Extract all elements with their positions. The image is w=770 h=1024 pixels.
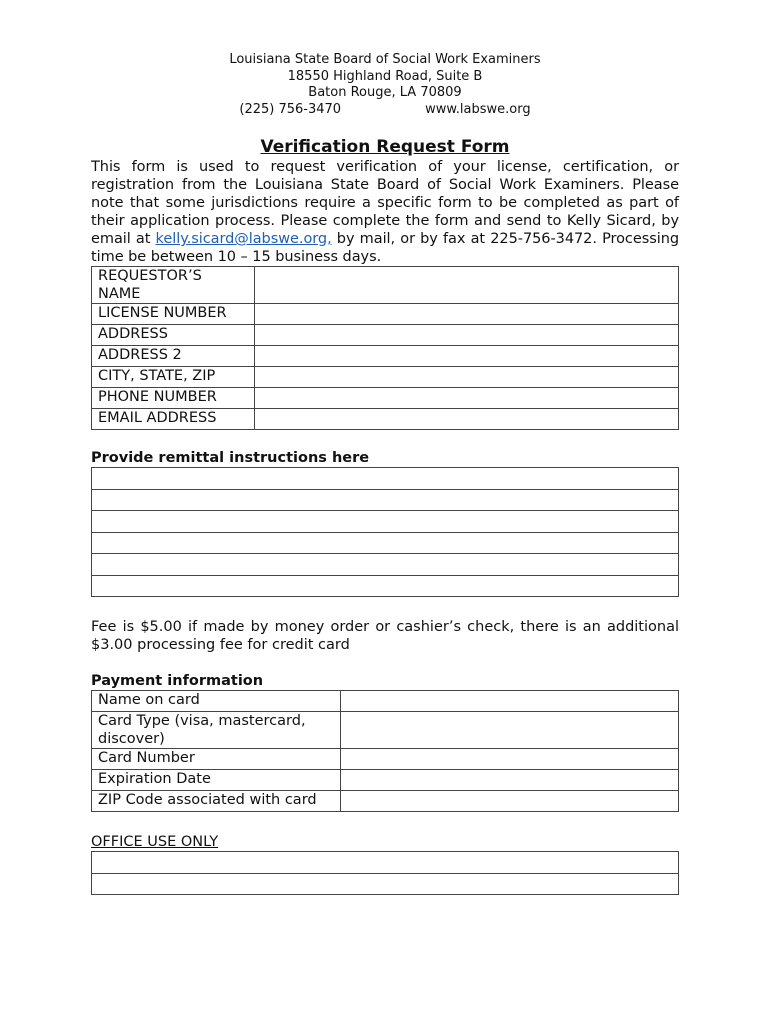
phone-number: (225) 756-3470: [239, 101, 342, 117]
field-label: REQUESTOR’S NAME: [92, 267, 255, 304]
remittal-line-2[interactable]: [92, 489, 679, 511]
address-2-field[interactable]: [255, 346, 679, 367]
field-label: PHONE NUMBER: [92, 388, 255, 409]
email-link[interactable]: kelly.sicard@labswe.org,: [155, 231, 332, 247]
address-field[interactable]: [255, 325, 679, 346]
table-row: [92, 346, 679, 367]
table-row: [92, 367, 679, 388]
card-type-field[interactable]: [341, 712, 679, 749]
form-page: [91, 52, 679, 895]
office-use-table: [91, 851, 679, 895]
remittal-line-1[interactable]: [92, 468, 679, 490]
field-label: EMAIL ADDRESS: [92, 409, 255, 430]
table-row: [92, 749, 679, 770]
remittal-line-4[interactable]: [92, 532, 679, 554]
remittal-line-5[interactable]: [92, 554, 679, 576]
payment-title: Payment information: [91, 673, 264, 689]
table-row: [92, 554, 679, 576]
card-number-field[interactable]: [341, 749, 679, 770]
table-row: [92, 304, 679, 325]
table-row: [92, 489, 679, 511]
intro-text-1: This form is used to request verification of your license, certification, or registration from the Louisiana State Board of Social Work Examiners. Please note that some jurisdictions require a specific form to be completed as part of their application process. Please complete the form and send to Kelly Sicard, by email at: [91, 159, 679, 247]
office-line-2[interactable]: [92, 873, 679, 895]
payment-table: [91, 690, 679, 812]
remittal-title: Provide remittal instructions here: [91, 450, 370, 466]
field-label: Name on card: [92, 691, 341, 712]
form-title: Verification Request Form: [260, 137, 510, 157]
requestor-name-field[interactable]: [255, 267, 679, 304]
phone-number-field[interactable]: [255, 388, 679, 409]
city-state-zip-field[interactable]: [255, 367, 679, 388]
table-row: [92, 511, 679, 533]
intro-paragraph: [91, 158, 679, 266]
table-row: [92, 712, 679, 749]
field-label: Card Number: [92, 749, 341, 770]
requestor-table: [91, 266, 679, 430]
table-row: [92, 852, 679, 874]
table-row: [92, 691, 679, 712]
street-address: 18550 Highland Road, Suite B: [287, 68, 483, 84]
office-use-title: OFFICE USE ONLY: [91, 834, 219, 850]
name-on-card-field[interactable]: [341, 691, 679, 712]
table-row: [92, 267, 679, 304]
table-row: [92, 575, 679, 597]
table-row: [92, 388, 679, 409]
table-row: [92, 532, 679, 554]
intro-text-2: by mail, or by fax at 225-756-3472. Processing time be between 10 – 15 business days.: [91, 231, 680, 265]
city-address: Baton Rouge, LA 70809: [308, 85, 462, 100]
table-row: [92, 770, 679, 791]
field-label: CITY, STATE, ZIP: [92, 367, 255, 388]
table-row: [92, 409, 679, 430]
field-label: ADDRESS: [92, 325, 255, 346]
remittal-table: [91, 467, 679, 597]
field-label: Card Type (visa, mastercard, discover): [92, 712, 341, 749]
contact-line: [91, 102, 679, 119]
field-label: Expiration Date: [92, 770, 341, 791]
table-row: [92, 468, 679, 490]
card-zip-field[interactable]: [341, 791, 679, 812]
fee-notice: Fee is $5.00 if made by money order or cashier’s check, there is an additional $3.00 processing fee for credit card: [91, 619, 679, 653]
email-address-field[interactable]: [255, 409, 679, 430]
org-name: Louisiana State Board of Social Work Examiners: [229, 52, 541, 67]
table-row: [92, 873, 679, 895]
field-label: ADDRESS 2: [92, 346, 255, 367]
field-label: ZIP Code associated with card: [92, 791, 341, 812]
website: www.labswe.org: [425, 101, 531, 117]
license-number-field[interactable]: [255, 304, 679, 325]
office-line-1[interactable]: [92, 852, 679, 874]
table-row: [92, 791, 679, 812]
remittal-line-3[interactable]: [92, 511, 679, 533]
letterhead: [91, 52, 679, 118]
remittal-line-6[interactable]: [92, 575, 679, 597]
table-row: [92, 325, 679, 346]
field-label: LICENSE NUMBER: [92, 304, 255, 325]
expiration-date-field[interactable]: [341, 770, 679, 791]
